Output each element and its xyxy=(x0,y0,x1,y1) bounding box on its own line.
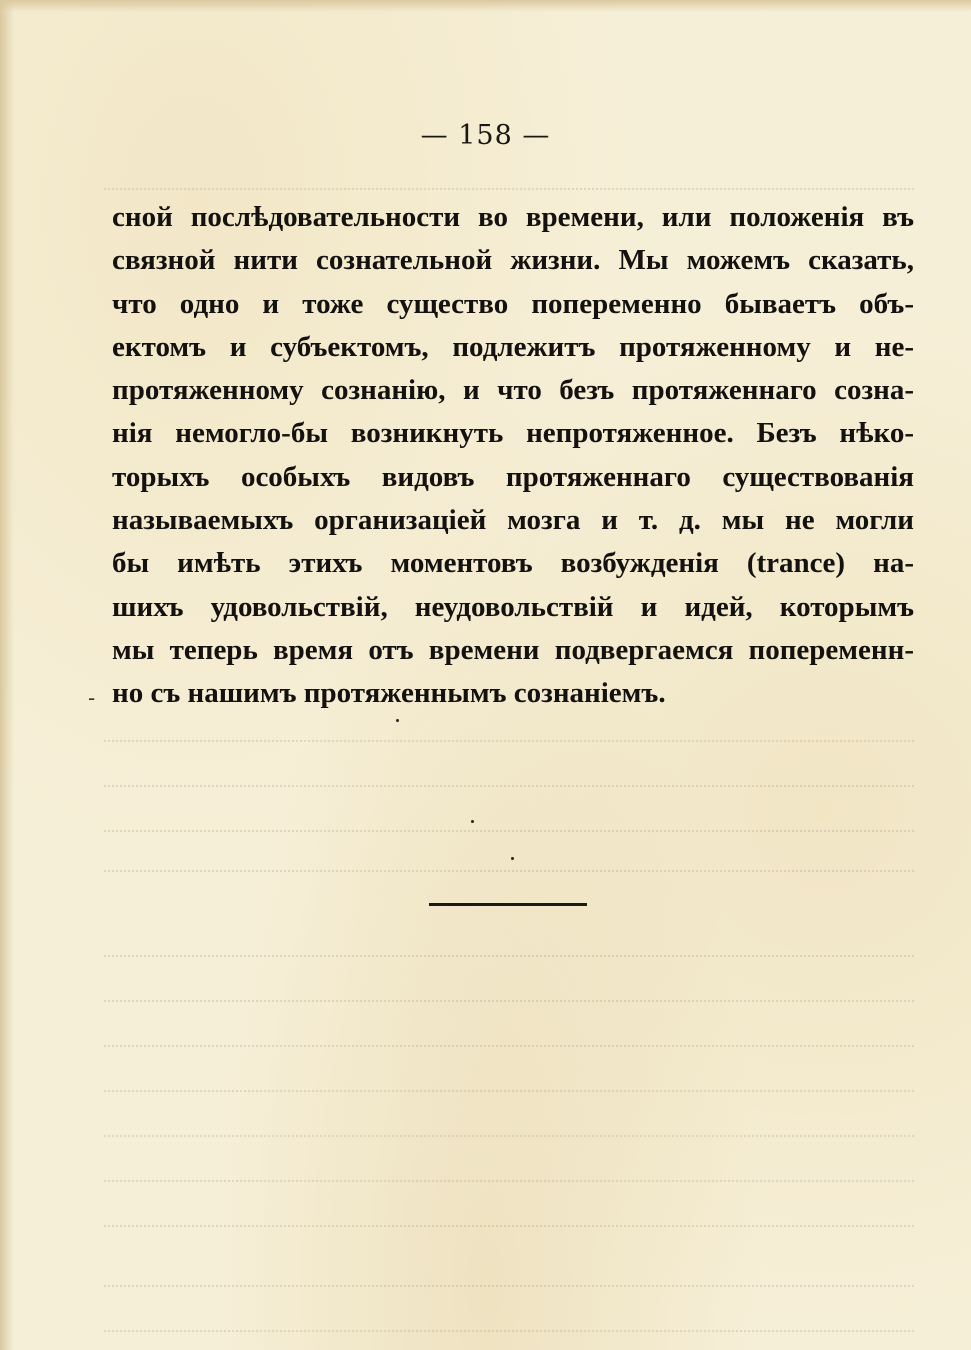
bleed-through-line xyxy=(104,1285,914,1297)
section-end-rule xyxy=(429,903,587,906)
ink-speck xyxy=(471,820,474,823)
margin-mark: - xyxy=(88,686,96,710)
bleed-through-line xyxy=(104,830,914,842)
text-line: протяженному сознанію, и что безъ протяженнаго созна- xyxy=(112,374,914,407)
page-top-edge-shadow xyxy=(0,0,971,12)
text-line: нія немогло-бы возникнуть непротяженное. Безъ нѣко- xyxy=(112,417,914,450)
text-line: бы имѣть этихъ моментовъ возбужденія (trance) на- xyxy=(112,547,914,580)
ink-speck xyxy=(511,857,514,860)
bleed-through-line xyxy=(104,1000,914,1012)
text-line: мы теперь время отъ времени подвергаемся попеременн- xyxy=(112,633,914,666)
bleed-through-line xyxy=(104,1135,914,1147)
text-line: связной нити сознательной жизни. Мы можемъ сказать, xyxy=(112,244,914,277)
text-line: шихъ удовольствій, неудовольствій и идей, которымъ xyxy=(112,590,914,623)
bleed-through-line xyxy=(104,870,914,882)
text-line: сной послѣдовательности во времени, или положенія въ xyxy=(112,201,914,233)
text-line: ектомъ и субъектомъ, подлежитъ протяженному и не- xyxy=(112,330,914,363)
text-line: называемыхъ организаціей мозга и т. д. мы не могли xyxy=(112,504,914,537)
bleed-through-line xyxy=(104,1330,914,1342)
text-line: что одно и тоже существо попеременно бываетъ объ- xyxy=(112,287,914,320)
bleed-through-line xyxy=(104,1180,914,1192)
bleed-through-line xyxy=(104,955,914,967)
text-line: но съ нашимъ протяженнымъ сознаніемъ. xyxy=(112,677,666,710)
bleed-through-line xyxy=(104,1045,914,1057)
bleed-through-line xyxy=(104,740,914,752)
text-line: торыхъ особыхъ видовъ протяженнаго существованія xyxy=(112,460,914,493)
bleed-through-line xyxy=(104,1090,914,1102)
ink-speck xyxy=(396,719,399,722)
body-paragraph xyxy=(112,196,914,716)
bleed-through-line xyxy=(104,1225,914,1237)
page-left-edge-shadow xyxy=(0,0,14,1350)
bleed-through-line xyxy=(104,785,914,797)
page-number: — 158 — xyxy=(420,120,551,151)
